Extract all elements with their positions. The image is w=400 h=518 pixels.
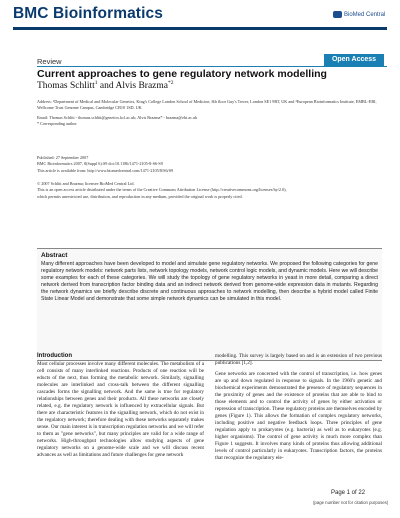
header-rule: [13, 27, 387, 30]
paper-title: Current approaches to gene regulatory network modelling: [37, 68, 327, 80]
body-paragraph: Most cellular processes involve many different molecules. The metabolism of a cell consists of many interlinked reactions. Products of one reaction will be educts of the next, thus forming the metabolic network. Similarly, signalling molecules are interlinked and cross-talk between the different signalling cascades forms the signalling network. And the same is true for regulatory relationships between genes and their products. All these networks are closely related, e.g. the regulatory network is influenced by extracellular signals. But there are characteristic features in the signalling network, which do not exist in the regulatory network; therefore dealing with these networks separately makes sense. Our main interest is in transcription regulation networks and we will refer to them as "gene networks", but many principles are valid for a wide range of networks. High-throughput technologies allow studying aspects of gene regulatory networks on a genome-wide scale and we will discuss recent advances as well as limitations and future challenges for gene network: [37, 361, 204, 458]
author-affiliation-mark: *2: [168, 80, 174, 86]
contact-block: [37, 115, 387, 128]
publication-info: [37, 155, 387, 174]
abstract-text: Many different approaches have been developed to model and simulate gene regulatory networks. We proposed the following categories for gene regulatory network models: network parts lists, network topology models, network control logic models, and dynamic models. Here we will describe some examples for each of these categories. We will study the topology of gene regulatory networks in yeast in more detail, comparing a direct network derived from transcription factor binding data and an indirect network derived from genome-wide expression data in mutants. Regarding the network dynamics we briefly describe discrete and continuous approaches to network modelling, then describe a hybrid model called Finite State Linear Model and demonstrate that some simple network dynamics can be simulated in this model.: [41, 261, 378, 303]
license-line[interactable]: This is an open access article distributed under the terms of the Creative Commons Attribution License (http://creativecommons.org/licenses/by/2.0),: [37, 187, 287, 193]
page-number: Page 1 of 22: [331, 490, 366, 496]
journal-title: BMC Bioinformatics: [13, 5, 163, 22]
license-line: which permits unrestricted use, distribution, and reproduction in any medium, provided the original work is properly cited.: [37, 193, 243, 199]
page-note: (page number not for citation purposes): [313, 500, 389, 505]
author-list: [37, 80, 174, 91]
author-name[interactable]: Thomas Schlitt: [37, 81, 95, 92]
license-block: [37, 181, 387, 200]
abstract-heading: Abstract: [41, 252, 68, 259]
publisher-logo: [333, 11, 385, 18]
body-paragraph: modelling. This survey is largely based on and is an extension of two previous publications [1,2].: [215, 353, 382, 366]
right-column: [215, 353, 382, 466]
author-name[interactable]: Alvis Brazma: [115, 81, 169, 92]
online-url[interactable]: This article is available from: http://www.biomedcentral.com/1471-2105/8/S6/S9: [37, 167, 174, 173]
section-rule: [37, 66, 387, 67]
abstract-box: [37, 248, 382, 361]
body-paragraph: Gene networks are concerned with the control of transcription, i.e. how genes are up and down regulated in response to signals. In the 1960's genetic and biochemical experiments demonstrated the presence of regulatory sequences in the proximity of genes and the existence of proteins that are able to bind to those elements and to control the activity of genes by either activation or repression of transcription. These regulatory proteins are themselves encoded by genes (Figure 1). This allows the formation of complex regulatory networks, including positive and negative feedback loops. Three principles of gene regulation apply to prokaryotes (e.g. bacteria) as well as to eukaryotes (e.g. higher organisms). The control of gene activity is much more complex than Figure 1 suggests. It involves many kinds of proteins thus allowing additional levels of control particularly in eukaryotes. Transcription factors, the proteins that recognize the regulatory ele-: [215, 371, 383, 461]
author-separator: and: [99, 81, 116, 92]
open-access-badge: Open Access: [324, 54, 384, 66]
affiliation-address: Address: ¹Department of Medical and Molecular Genetics, King's College London School of Medicine, 8th floor Guy's Tower, London SE1 9RT, UK and ²European Bioinformatics Institute, EMBL-EBI, Wellcome Trust Genome Campus, Cambridge CB10 1SD, UK: [37, 99, 377, 111]
citation-line: BMC Bioinformatics 2007, 8(Suppl 6):S9 doi:10.1186/1471-2105-8-S6-S9: [37, 161, 163, 167]
corresponding-note: * Corresponding author: [37, 121, 77, 127]
copyright-line: © 2007 Schlitt and Brazma; licensee BioMed Central Ltd.: [37, 181, 135, 186]
email-line[interactable]: Email: Thomas Schlitt - thomas.schlitt@genetics.kcl.ac.uk; Alvis Brazma* - brazma@ebi.ac.uk: [37, 115, 198, 120]
publisher-name: BioMed Central: [344, 11, 386, 18]
section-heading-introduction: Introduction: [37, 353, 72, 359]
left-column: [37, 353, 204, 463]
author-affiliation-mark: 1: [94, 80, 98, 86]
published-date: Published: 27 September 2007: [37, 155, 89, 160]
biomed-central-icon: [333, 11, 342, 18]
article-type: Review: [37, 57, 62, 66]
